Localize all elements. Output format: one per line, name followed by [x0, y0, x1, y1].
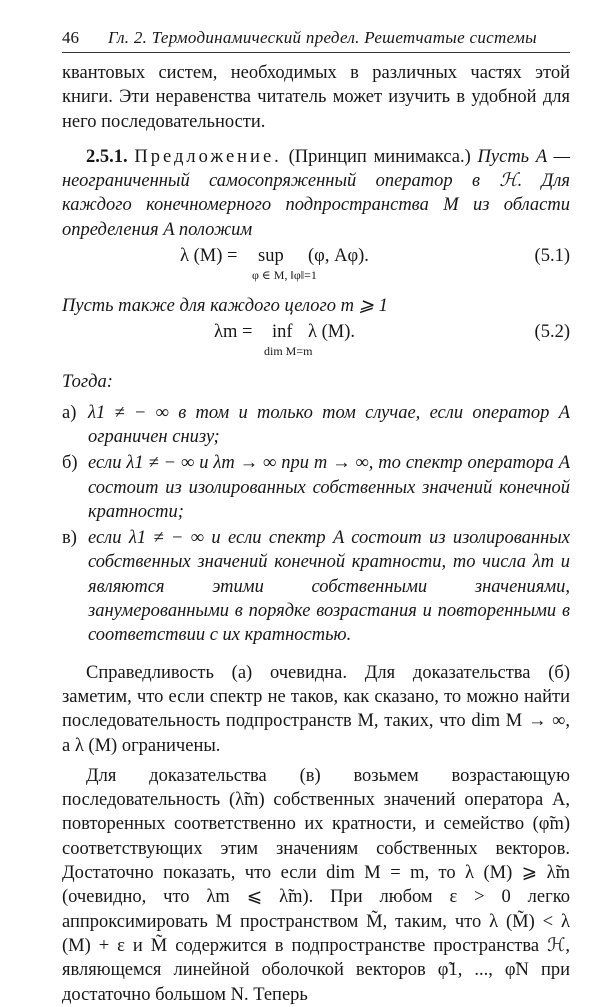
formula-5-1-op: sup: [258, 246, 284, 267]
running-title: Гл. 2. Термодинамический предел. Решетчатые системы: [108, 28, 537, 47]
proof-paragraph-1: Справедливость (а) очевидна. Для доказательства (б) заметим, что если спектр не таков, как сказано, то можно найти последовательность подпространств M, таких, что dim M → ∞, а λ (M) ограничены.: [62, 662, 570, 756]
list-item-marker: б): [62, 453, 78, 474]
formula-5-2-number: (5.2): [534, 322, 570, 343]
conditions-list: [62, 401, 570, 648]
proof-paragraph-2: Для доказательства (в) возьмем возрастающую последовательность (λ̃m) собственных значений оператора A, повторенных соответственно их кратности, и семейство (φ̃m) соответствующих этим значениям собственных векторов. Достаточно показать, что если dim M = m, то λ (M) ⩾ λ̃m (очевидно, что λm ⩽ λ̃m). При любом ε > 0 легко аппроксимировать M пространством M̃, таким, что λ (M̃) < λ (M) + ε и M̃ содержится в подпространстве пространства ℋ, являющемся линейной оболочкой векторов φ̃1, ..., φ̃N при достаточно большом N. Теперь: [62, 765, 570, 1005]
formula-5-1-subscript: φ ∈ M, ‖φ‖=1: [252, 268, 317, 283]
list-item-text: если λ1 ≠ − ∞ и если спектр A состоит из изолированных собственных значений конечной кратности, то числа λm и являются этими собственными значениями, занумерованными в порядке возрастания и повторенными в соответствии с их кратностью.: [88, 528, 570, 646]
list-item: [62, 401, 570, 450]
paragraph-top: квантовых систем, необходимых в различных частях этой книги. Эти неравенства читатель может изучить в удобной для него последовательности.: [62, 63, 570, 132]
proposition-number: 2.5.1.: [86, 146, 128, 167]
formula-5-1: [62, 242, 570, 290]
formula-5-2-op: inf: [272, 322, 293, 343]
proposition-label: Предложение.: [134, 146, 282, 167]
then-label: Тогда:: [62, 372, 113, 393]
page-header: [62, 28, 570, 53]
list-item-text: λ1 ≠ − ∞ в том и только том случае, если оператор A ограничен снизу;: [88, 402, 570, 447]
formula-5-2: [62, 318, 570, 366]
proposition: [62, 145, 570, 242]
list-item: [62, 526, 570, 647]
statement-2: Пусть также для каждого целого m ⩾ 1: [62, 296, 388, 317]
list-item-marker: а): [62, 402, 77, 423]
proposition-note: (Принцип минимакса.): [288, 146, 471, 167]
formula-5-1-number: (5.1): [534, 246, 570, 267]
proposition-statement: Пусть A — неограниченный самосопряженный оператор в ℋ. Для каждого конечномерного подпространства M из области определения A положим: [62, 146, 571, 240]
formula-5-1-lhs: λ (M) =: [180, 246, 238, 267]
list-item: [62, 451, 570, 524]
list-item-text: если λ1 ≠ − ∞ и λm → ∞ при m → ∞, то спектр оператора A состоит из изолированных собственных значений конечной кратности;: [88, 453, 570, 522]
list-item-marker: в): [62, 528, 77, 549]
formula-5-1-rhs: (φ, Aφ).: [308, 246, 369, 267]
page-number: 46: [62, 28, 79, 47]
formula-5-2-lhs: λm =: [214, 322, 253, 343]
formula-5-2-subscript: dim M=m: [264, 344, 313, 359]
formula-5-2-rhs: λ (M).: [308, 322, 355, 343]
